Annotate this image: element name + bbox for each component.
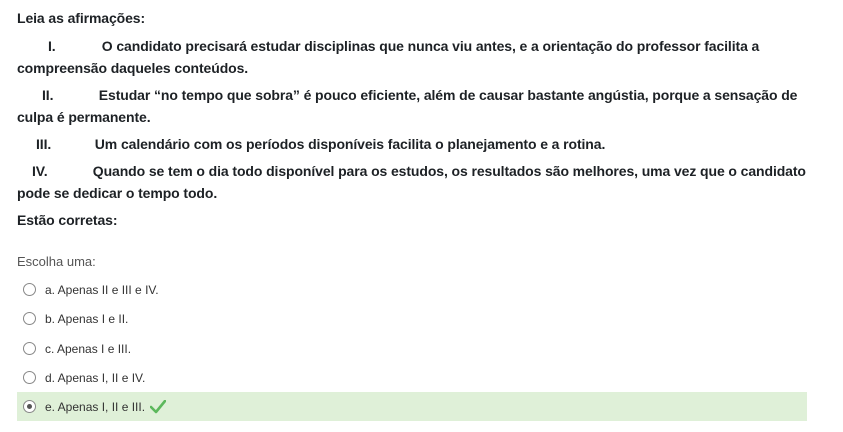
statement-number: III.	[36, 136, 52, 152]
check-icon	[150, 400, 166, 414]
radio-button[interactable]	[23, 312, 36, 325]
answer-option-a[interactable]	[17, 275, 807, 304]
answer-label: b. Apenas I e II.	[45, 311, 129, 326]
radio-button[interactable]	[23, 371, 36, 384]
statement-4	[17, 160, 813, 204]
statement-3	[17, 133, 813, 155]
choose-one-label: Escolha uma:	[17, 254, 96, 269]
answer-option-d[interactable]	[17, 363, 807, 392]
statement-number: IV.	[32, 163, 48, 179]
statement-number: I.	[48, 38, 56, 54]
radio-button-selected[interactable]	[23, 400, 36, 413]
statement-text: Um calendário com os períodos disponíveis facilita o planejamento e a rotina.	[94, 136, 606, 152]
statement-number: II.	[42, 87, 54, 103]
question-prompt: Estão corretas:	[17, 212, 118, 228]
answer-label: e. Apenas I, II e III.	[45, 399, 146, 414]
statement-text: Quando se tem o dia todo disponível para os estudos, os resultados são melhores, uma vez que o candidato pode se dedicar o tempo todo.	[17, 163, 806, 201]
answer-option-b[interactable]	[17, 304, 807, 333]
answer-label: d. Apenas I, II e IV.	[45, 370, 146, 385]
question-intro: Leia as afirmações:	[17, 10, 146, 26]
statement-text: O candidato precisará estudar disciplinas que nunca viu antes, e a orientação do professor facilita a compreensão daqueles conteúdos.	[17, 38, 760, 76]
statement-2	[17, 84, 813, 128]
radio-button[interactable]	[23, 342, 36, 355]
statement-1	[17, 35, 813, 79]
radio-button[interactable]	[23, 283, 36, 296]
statement-text: Estudar “no tempo que sobra” é pouco eficiente, além de causar bastante angústia, porque a sensação de culpa é permanente.	[17, 87, 798, 125]
answer-label: a. Apenas II e III e IV.	[45, 282, 159, 297]
answer-option-c[interactable]	[17, 334, 807, 363]
answer-label: c. Apenas I e III.	[45, 341, 132, 356]
answer-option-e[interactable]	[17, 392, 807, 421]
